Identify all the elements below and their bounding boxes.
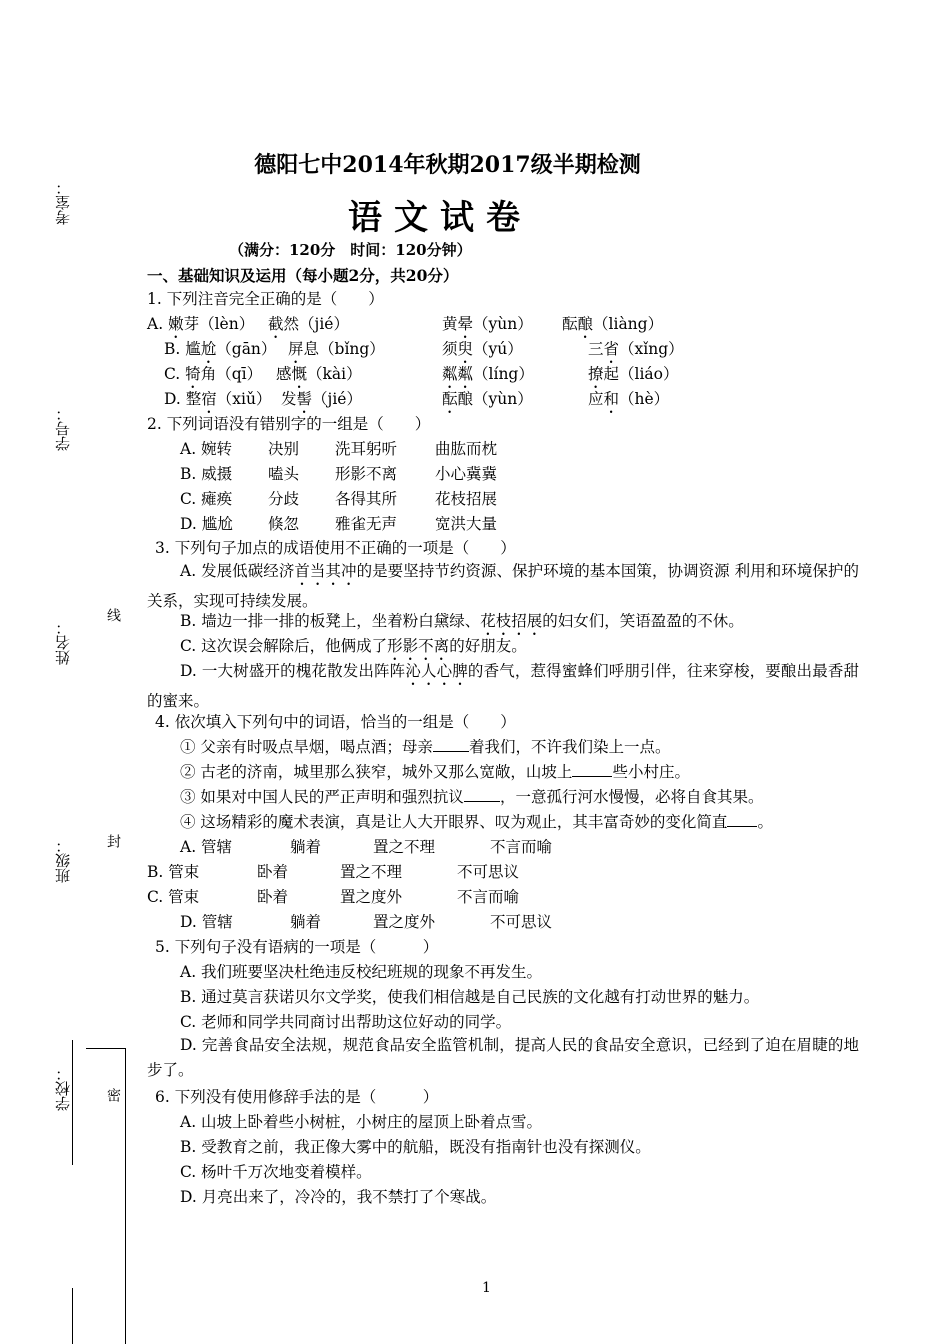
q1-row-c-4: 撩起（liáo）	[588, 365, 679, 383]
binding-rule	[125, 1048, 126, 1344]
q1-row-c-1: C. 犄角（qī）	[164, 365, 263, 383]
q6-option-d: D. 月亮出来了，冷冷的，我不禁打了个寒战。	[180, 1188, 497, 1206]
q2-option-c-1: C. 瘫痪	[180, 490, 233, 508]
q5-option-b: B. 通过莫言获诺贝尔文学奖，使我们相信越是自己民族的文化越有打动世界的魅力。	[180, 988, 760, 1006]
answer-blank	[464, 787, 500, 802]
q2-option-b-1: B. 威摄	[180, 465, 233, 483]
q6-option-c: C. 杨叶千万次地变着模样。	[180, 1163, 372, 1181]
q2-option-a-1: A. 婉转	[180, 440, 233, 458]
q1-row-a-3: 黄晕（yùn）	[442, 315, 533, 333]
q1-row-d-3: 酝酿（yùn）	[442, 390, 533, 408]
q5-option-d: D. 完善食品安全法规，规范食品安全监管机制，提高人民的食品安全意识，已经到了迫在眉睫的地步了。	[147, 1036, 859, 1079]
q1-row-b-1: B. 尴尬（gān）	[164, 340, 277, 358]
answer-blank	[572, 762, 612, 777]
q1-row-a-4: 酝酿（liàng）	[562, 315, 664, 333]
q2-option-c-4: 花枝招展	[435, 490, 498, 508]
q5-option-c: C. 老师和同学共同商讨出帮助这位好动的同学。	[180, 1013, 512, 1031]
q2-option-b-3: 形影不离	[335, 465, 398, 483]
q4-option-d-1: D. 管辖	[180, 913, 233, 931]
q4-option-c-4: 不言而喻	[457, 888, 520, 906]
q2-option-a-4: 曲肱而枕	[435, 440, 498, 458]
q1-row-d-1: D. 整宿（xiǔ）	[164, 390, 272, 408]
name-label: 姓名：	[54, 620, 72, 665]
question-stem: 3. 下列句子加点的成语使用不正确的一项是（ ）	[155, 539, 516, 557]
question-stem: 5. 下列句子没有语病的一项是（ ）	[155, 938, 439, 956]
q1-row-a-2: 截然（jié）	[268, 315, 349, 333]
q2-option-d-1: D. 尴尬	[180, 515, 233, 533]
answer-blank	[727, 812, 757, 827]
q1-row-c-3: 粼粼（líng）	[442, 365, 534, 383]
q4-sentence-4: ④ 这场精彩的魔术表演，真是让人大开眼界、叹为观止，其丰富奇妙的变化简直 。	[180, 813, 773, 831]
q4-sentence-2: ② 古老的济南，城里那么狭窄，城外又那么宽敞，山坡上 些小村庄。	[180, 763, 690, 781]
q2-option-c-2: 分歧	[268, 490, 300, 508]
q2-option-d-3: 雅雀无声	[335, 515, 398, 533]
school-exam-title: 德阳七中2014年秋期2017级半期检测	[254, 152, 641, 178]
q3-option-b: B. 墙边一排一排的板凳上，坐着粉白黛绿、花枝招展的妇女们，笑语盈盈的不休。	[180, 612, 744, 630]
school-underline-lower	[72, 1288, 73, 1344]
seal-mark-line: 线	[105, 608, 121, 622]
q4-option-c-3: 置之度外	[340, 888, 403, 906]
q1-row-b-2: 屏息（bǐng）	[288, 340, 385, 358]
page-number: 1	[482, 1280, 491, 1296]
q4-option-b-2: 卧着	[257, 863, 289, 881]
q2-option-d-2: 倏忽	[268, 515, 300, 533]
q4-option-b-1: B. 管束	[147, 863, 200, 881]
q4-option-a-1: A. 管辖	[180, 838, 233, 856]
q4-option-c-1: C. 管束	[147, 888, 200, 906]
q2-option-a-2: 决别	[268, 440, 300, 458]
q2-option-c-3: 各得其所	[335, 490, 398, 508]
q2-option-a-3: 洗耳躬听	[335, 440, 398, 458]
q4-option-d-3: 置之度外	[373, 913, 436, 931]
q2-option-b-4: 小心冀冀	[435, 465, 498, 483]
exam-room-label: 考室：	[54, 180, 72, 225]
q4-option-a-4: 不言而喻	[490, 838, 553, 856]
q2-option-b-2: 嗑头	[268, 465, 300, 483]
q6-option-b: B. 受教育之前，我正像大雾中的航船，既没有指南针也没有探测仪。	[180, 1138, 651, 1156]
paper-title: 语文试卷	[348, 198, 532, 238]
q3-option-c: C. 这次误会解除后，他俩成了形影不离的好朋友。	[180, 637, 527, 655]
q4-option-d-4: 不可思议	[490, 913, 553, 931]
seal-mark-seal: 封	[105, 834, 121, 848]
q3-option-a: A. 发展低碳经济首当其冲的是要坚持节约资源、保护环境的基本国策，协调资源 利用和环境保护的关系，实现可持续发展。	[147, 562, 859, 610]
student-id-label: 学号：	[54, 406, 72, 451]
q1-row-c-2: 感慨（kài）	[276, 365, 362, 383]
school-underline	[72, 1040, 73, 1165]
q1-row-b-3: 须臾（yú）	[442, 340, 523, 358]
q6-option-a: A. 山坡上卧着些小树桩，小树庄的屋顶上卧着点雪。	[180, 1113, 543, 1131]
q1-row-b-4: 三省（xǐng）	[588, 340, 684, 358]
q4-sentence-3: ③ 如果对中国人民的严正声明和强烈抗议 ，一意孤行河水慢慢，必将自食其果。	[180, 788, 764, 806]
q4-option-a-2: 躺着	[290, 838, 322, 856]
section-heading: 一、基础知识及运用（每小题2分，共20分）	[147, 266, 459, 285]
q2-option-d-4: 宽洪大量	[435, 515, 498, 533]
q4-option-b-3: 置之不理	[340, 863, 403, 881]
q1-row-d-2: 发髻（jié）	[281, 390, 362, 408]
q1-row-d-4: 应和（hè）	[588, 390, 670, 408]
answer-blank	[433, 737, 469, 752]
question-stem: 6. 下列没有使用修辞手法的是（ ）	[155, 1088, 439, 1106]
school-label: 学校：	[54, 1066, 72, 1111]
class-label: 班级：	[54, 838, 72, 883]
binding-rule-top	[86, 1048, 126, 1049]
q4-sentence-1: ① 父亲有时吸点旱烟，喝点酒；母亲 着我们，不许我们染上一点。	[180, 738, 671, 756]
q5-option-a: A. 我们班要坚决杜绝违反校纪班规的现象不再发生。	[180, 963, 543, 981]
q4-option-a-3: 置之不理	[373, 838, 436, 856]
q4-option-d-2: 躺着	[290, 913, 322, 931]
q4-option-c-2: 卧着	[257, 888, 289, 906]
q1-row-a-1: A. 嫩芽（lèn）	[147, 315, 255, 333]
q3-option-d: D. 一大树盛开的槐花散发出阵阵沁人心脾的香气，惹得蜜蜂们呼朋引伴，往来穿梭，要酿出最香甜的蜜来。	[147, 662, 859, 710]
question-stem: 2. 下列词语没有错别字的一组是（ ）	[147, 415, 431, 433]
question-stem: 1. 下列注音完全正确的是（ ）	[147, 290, 384, 308]
q4-option-b-4: 不可思议	[457, 863, 520, 881]
exam-meta: （满分：120分 时间：120分钟）	[229, 241, 472, 259]
seal-mark-close: 密	[105, 1088, 121, 1102]
question-stem: 4. 依次填入下列句中的词语，恰当的一组是（ ）	[155, 713, 516, 731]
